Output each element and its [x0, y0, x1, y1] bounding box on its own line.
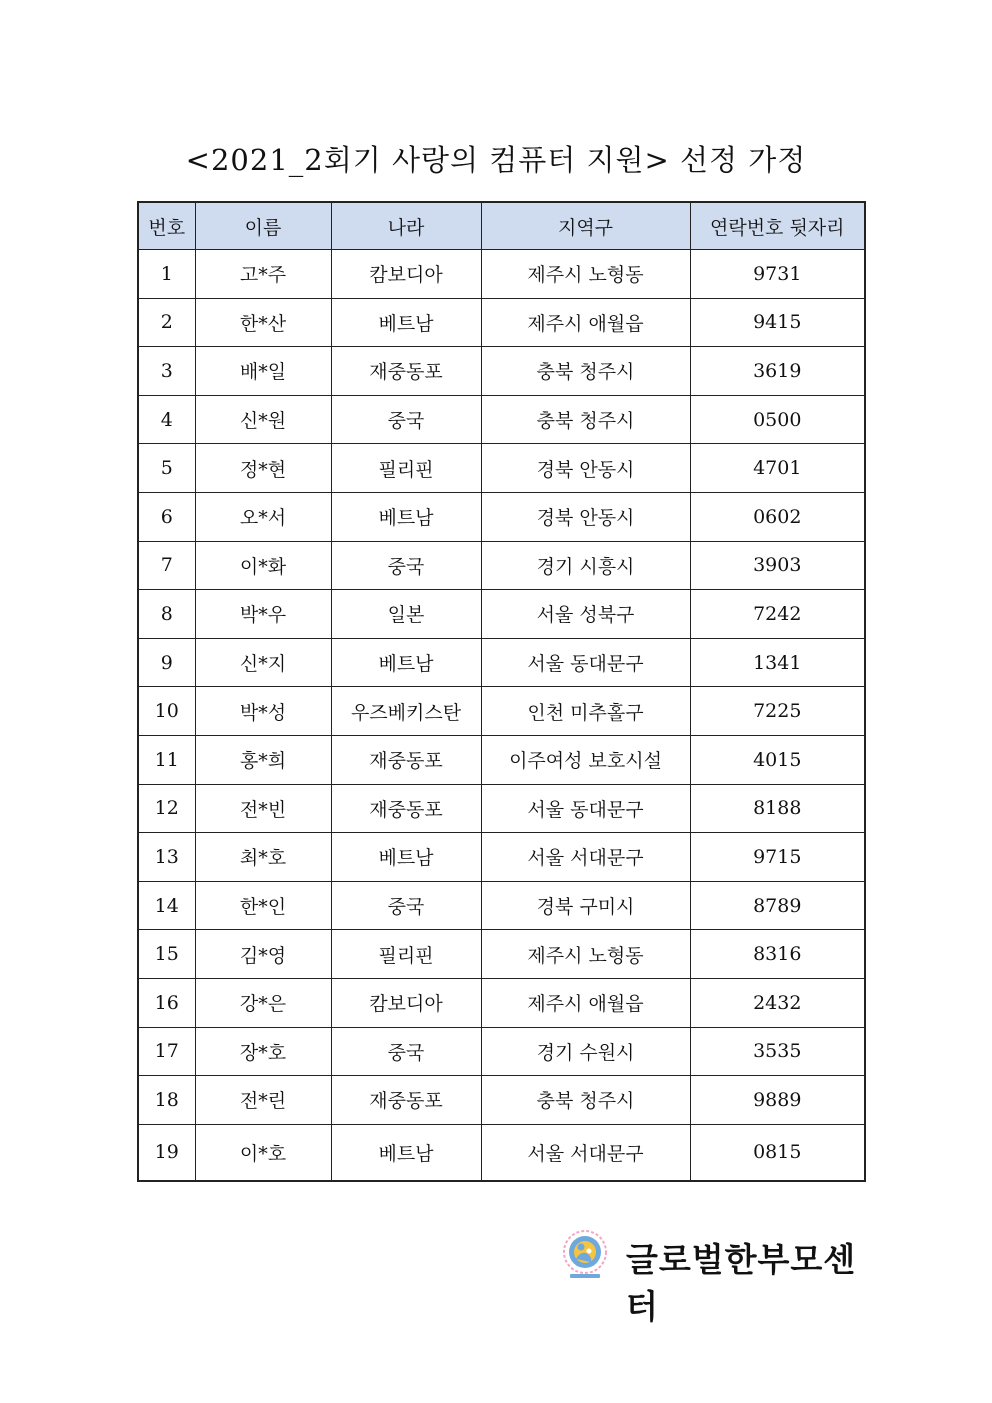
cell-country: 베트남 — [331, 492, 481, 541]
table-row — [138, 638, 865, 687]
cell-phone-suffix: 9889 — [690, 1076, 865, 1125]
table-row — [138, 1076, 865, 1125]
cell-phone-suffix: 3619 — [690, 347, 865, 396]
cell-phone-suffix: 3535 — [690, 1027, 865, 1076]
cell-country: 우즈베키스탄 — [331, 687, 481, 736]
cell-name: 고*주 — [195, 250, 331, 299]
cell-region: 서울 동대문구 — [481, 784, 690, 833]
cell-number: 18 — [138, 1076, 195, 1125]
cell-region: 경기 수원시 — [481, 1027, 690, 1076]
cell-country: 필리핀 — [331, 444, 481, 493]
table-header-row — [138, 202, 865, 250]
cell-number: 1 — [138, 250, 195, 299]
cell-country: 베트남 — [331, 833, 481, 882]
selected-families-table — [137, 201, 866, 1182]
cell-phone-suffix: 0602 — [690, 492, 865, 541]
cell-country: 일본 — [331, 590, 481, 639]
cell-region: 충북 청주시 — [481, 395, 690, 444]
cell-region: 서울 서대문구 — [481, 833, 690, 882]
cell-phone-suffix: 0815 — [690, 1124, 865, 1181]
cell-number: 11 — [138, 735, 195, 784]
cell-region: 경북 구미시 — [481, 881, 690, 930]
cell-name: 한*인 — [195, 881, 331, 930]
cell-region: 경북 안동시 — [481, 444, 690, 493]
cell-region: 서울 성북구 — [481, 590, 690, 639]
cell-region: 이주여성 보호시설 — [481, 735, 690, 784]
cell-country: 베트남 — [331, 638, 481, 687]
cell-name: 박*성 — [195, 687, 331, 736]
cell-phone-suffix: 7242 — [690, 590, 865, 639]
cell-number: 12 — [138, 784, 195, 833]
cell-phone-suffix: 8789 — [690, 881, 865, 930]
cell-phone-suffix: 8188 — [690, 784, 865, 833]
cell-name: 배*일 — [195, 347, 331, 396]
table-row — [138, 347, 865, 396]
header-name: 이름 — [195, 202, 331, 250]
header-number: 번호 — [138, 202, 195, 250]
cell-region: 경기 시흥시 — [481, 541, 690, 590]
cell-number: 5 — [138, 444, 195, 493]
cell-region: 제주시 노형동 — [481, 250, 690, 299]
cell-name: 장*호 — [195, 1027, 331, 1076]
org-name: 글로벌한부모센터 — [626, 1240, 857, 1326]
cell-number: 6 — [138, 492, 195, 541]
cell-country: 중국 — [331, 881, 481, 930]
cell-region: 서울 서대문구 — [481, 1124, 690, 1181]
cell-region: 충북 청주시 — [481, 1076, 690, 1125]
footer-logo — [560, 1228, 860, 1326]
cell-phone-suffix: 3903 — [690, 541, 865, 590]
cell-number: 4 — [138, 395, 195, 444]
table-row — [138, 833, 865, 882]
table-row — [138, 541, 865, 590]
cell-number: 3 — [138, 347, 195, 396]
page-title: <2021_2회기 사랑의 컴퓨터 지원> 선정 가정 — [185, 143, 807, 177]
cell-country: 재중동포 — [331, 1076, 481, 1125]
cell-name: 신*원 — [195, 395, 331, 444]
cell-phone-suffix: 2432 — [690, 978, 865, 1027]
cell-name: 이*화 — [195, 541, 331, 590]
cell-country: 재중동포 — [331, 347, 481, 396]
cell-name: 박*우 — [195, 590, 331, 639]
cell-country: 필리핀 — [331, 930, 481, 979]
cell-name: 이*호 — [195, 1124, 331, 1181]
table-row — [138, 784, 865, 833]
cell-number: 19 — [138, 1124, 195, 1181]
cell-number: 7 — [138, 541, 195, 590]
table-row — [138, 978, 865, 1027]
cell-phone-suffix: 1341 — [690, 638, 865, 687]
header-country: 나라 — [331, 202, 481, 250]
cell-phone-suffix: 7225 — [690, 687, 865, 736]
cell-country: 캄보디아 — [331, 978, 481, 1027]
cell-number: 14 — [138, 881, 195, 930]
table-row — [138, 590, 865, 639]
cell-number: 16 — [138, 978, 195, 1027]
table-row — [138, 735, 865, 784]
cell-country: 베트남 — [331, 298, 481, 347]
cell-number: 10 — [138, 687, 195, 736]
cell-name: 전*린 — [195, 1076, 331, 1125]
cell-phone-suffix: 9731 — [690, 250, 865, 299]
table-row — [138, 1124, 865, 1181]
cell-country: 중국 — [331, 541, 481, 590]
cell-phone-suffix: 9715 — [690, 833, 865, 882]
table-row — [138, 687, 865, 736]
cell-name: 김*영 — [195, 930, 331, 979]
cell-name: 최*호 — [195, 833, 331, 882]
cell-number: 13 — [138, 833, 195, 882]
cell-name: 전*빈 — [195, 784, 331, 833]
cell-phone-suffix: 0500 — [690, 395, 865, 444]
cell-phone-suffix: 4701 — [690, 444, 865, 493]
cell-name: 오*서 — [195, 492, 331, 541]
cell-name: 한*산 — [195, 298, 331, 347]
cell-name: 정*현 — [195, 444, 331, 493]
cell-region: 제주시 노형동 — [481, 930, 690, 979]
table-row — [138, 881, 865, 930]
cell-region: 충북 청주시 — [481, 347, 690, 396]
cell-name: 신*지 — [195, 638, 331, 687]
cell-number: 17 — [138, 1027, 195, 1076]
table-row — [138, 395, 865, 444]
cell-phone-suffix: 9415 — [690, 298, 865, 347]
cell-country: 중국 — [331, 1027, 481, 1076]
cell-region: 경북 안동시 — [481, 492, 690, 541]
cell-region: 제주시 애월읍 — [481, 978, 690, 1027]
cell-name: 홍*희 — [195, 735, 331, 784]
table-row — [138, 930, 865, 979]
cell-phone-suffix: 8316 — [690, 930, 865, 979]
header-region: 지역구 — [481, 202, 690, 250]
table-row — [138, 444, 865, 493]
cell-number: 8 — [138, 590, 195, 639]
cell-number: 2 — [138, 298, 195, 347]
table-row — [138, 1027, 865, 1076]
cell-country: 재중동포 — [331, 735, 481, 784]
cell-region: 서울 동대문구 — [481, 638, 690, 687]
cell-country: 캄보디아 — [331, 250, 481, 299]
cell-phone-suffix: 4015 — [690, 735, 865, 784]
table-row — [138, 250, 865, 299]
cell-name: 강*은 — [195, 978, 331, 1027]
cell-country: 재중동포 — [331, 784, 481, 833]
mother-child-emblem-icon — [560, 1228, 610, 1280]
cell-region: 제주시 애월읍 — [481, 298, 690, 347]
cell-number: 15 — [138, 930, 195, 979]
cell-country: 중국 — [331, 395, 481, 444]
table-row — [138, 492, 865, 541]
header-phone-suffix: 연락번호 뒷자리 — [690, 202, 865, 250]
cell-number: 9 — [138, 638, 195, 687]
cell-region: 인천 미추홀구 — [481, 687, 690, 736]
cell-country: 베트남 — [331, 1124, 481, 1181]
table-row — [138, 298, 865, 347]
